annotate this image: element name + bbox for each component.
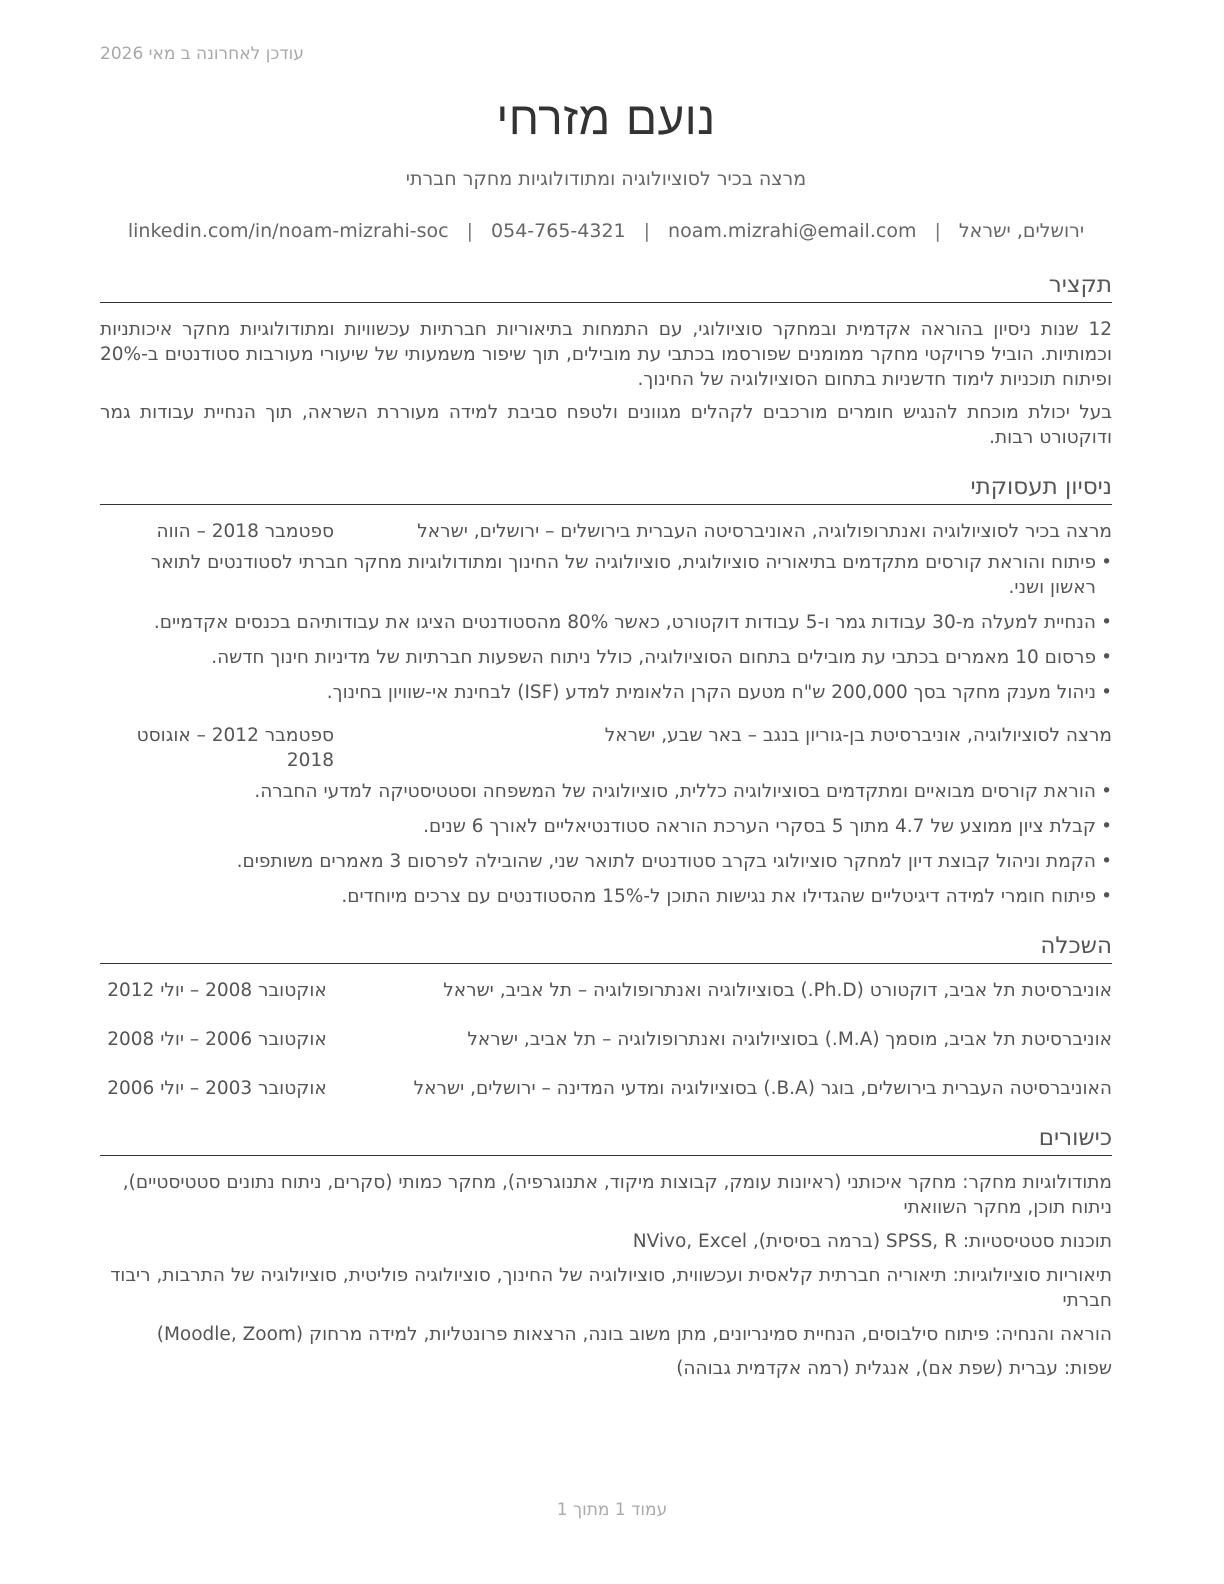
person-name: נועם מזרחי (496, 91, 716, 145)
contact-email[interactable]: noam.mizrahi@email.com (668, 220, 917, 242)
job-dates: ספטמבר 2012 – אוגוסט 2018 (136, 725, 334, 771)
section-heading-education: השכלה (100, 931, 1112, 964)
job-dates: ספטמבר 2018 – הווה (156, 521, 334, 542)
job-title: מרצה לסוציולוגיה, אוניברסיטת בן-גוריון בנגב – באר שבע, ישראל (604, 725, 1112, 746)
resume-content (100, 88, 1112, 1390)
education-dates: אוקטובר 2006 – יולי 2008 (107, 1029, 327, 1050)
contact-linkedin[interactable]: linkedin.com/in/noam-mizrahi-soc (127, 220, 449, 242)
job-bullets (100, 779, 1112, 909)
job-header (100, 723, 1112, 773)
education-degree: אוניברסיטת תל אביב, מוסמך (M.A.) בסוציולוגיה ואנתרופולוגיה – תל אביב, ישראל (467, 1029, 1112, 1050)
job-bullet: • פיתוח והוראת קורסים מתקדמים בתיאוריה סוציולוגית, סוציולוגיה של החינוך ומתודולוגיות מחקר חברתי לסטודנטים לתואר ראשון ושני. (100, 550, 1112, 600)
job-title: מרצה בכיר לסוציולוגיה ואנתרופולוגיה, האוניברסיטה העברית בירושלים – ירושלים, ישראל (417, 521, 1112, 542)
skill-line: תוכנות סטטיסטיות: SPSS, R (ברמה בסיסית), NVivo, Excel (632, 1231, 1112, 1252)
summary-paragraph: 12 שנות ניסיון בהוראה אקדמית ובמחקר סוציולוגי, עם התמחות בתיאוריות חברתיות עכשוויות ומתודולוגיות מחקר איכותניות וכמותיות. הוביל פרויקטי מחקר ממומנים שפורסמו בכתבי עת מובילים, תוך שיפור משמעותי של שיעורי מעורבות סטודנטים ב-20% ופיתוח תוכניות לימוד חדשניות בתחום הסוציולוגיה של החינוך. (100, 319, 1112, 390)
section-heading-skills: כישורים (100, 1123, 1112, 1156)
education-degree: האוניברסיטה העברית בירושלים, בוגר (B.A.) בסוציולוגיה ומדעי המדינה – ירושלים, ישראל (413, 1078, 1112, 1099)
education-degree: אוניברסיטת תל אביב, דוקטורט (Ph.D.) בסוציולוגיה ואנתרופולוגיה – תל אביב, ישראל (443, 980, 1112, 1001)
contact-separator: | (934, 220, 941, 242)
skill-line: מתודולוגיות מחקר: מחקר איכותני (ראיונות עומק, קבוצות מיקוד, אתנוגרפיה), מחקר כמותי (סקרים, ניתוח נתונים סטטיסטיים), ניתוח תוכן, מחקר השוואתי (122, 1172, 1112, 1218)
skill-line: הוראה והנחיה: פיתוח סילבוסים, הנחיית סמינריונים, מתן משוב בונה, הרצאות פרונטליות, למידה מרחוק (Moodle, Zoom) (156, 1324, 1112, 1345)
contact-location: ירושלים, ישראל (958, 220, 1085, 242)
contact-line (100, 220, 1112, 242)
professional-title: מרצה בכיר לסוציולוגיה ומתודולוגיות מחקר חברתי (405, 168, 807, 190)
job-bullet: • הוראת קורסים מבואיים ומתקדמים בסוציולוגיה כללית, סוציולוגיה של המשפחה וסטטיסטיקה למדעי החברה. (100, 779, 1112, 804)
job-bullet: • פיתוח חומרי למידה דיגיטליים שהגדילו את נגישות התוכן ל-15% מהסטודנטים עם צרכים מיוחדים. (100, 884, 1112, 909)
contact-separator: | (643, 220, 651, 242)
contact-phone[interactable]: 054-765-4321 (491, 220, 626, 242)
job-bullet: • קבלת ציון ממוצע של 4.7 מתוך 5 בסקרי הערכת הוראה סטודנטיאליים לאורך 6 שנים. (100, 814, 1112, 839)
section-heading-summary: תקציר (100, 270, 1112, 303)
job-bullet: • ניהול מענק מחקר בסך 200,000 ש"ח מטעם הקרן הלאומית למדע (ISF) לבחינת אי-שוויון בחינוך. (100, 680, 1112, 705)
summary-paragraph: בעל יכולת מוכחת להנגיש חומרים מורכבים לקהלים מגוונים ולטפח סביבת למידה מעוררת השראה, תוך הנחיית עבודות גמר ודוקטורט רבות. (100, 402, 1112, 448)
education-entry (100, 978, 1112, 1003)
section-heading-experience: ניסיון תעסוקתי (100, 472, 1112, 505)
job-bullets (100, 550, 1112, 705)
job-bullet: • פרסום 10 מאמרים בכתבי עת מובילים בתחום הסוציולוגיה, כולל ניתוח השפעות חברתיות של מדיניות חינוך חדשה. (100, 645, 1112, 670)
job-header (100, 519, 1112, 544)
job-bullet: • הנחיית למעלה מ-30 עבודות גמר ו-5 עבודות דוקטורט, כאשר 80% מהסטודנטים הציגו את עבודותיהם בכנסים אקדמיים. (100, 610, 1112, 635)
contact-separator: | (466, 220, 474, 242)
education-dates: אוקטובר 2003 – יולי 2006 (107, 1078, 327, 1099)
education-entry (100, 1076, 1112, 1101)
last-updated: עודכן לאחרונה ב מאי 2026 (100, 44, 304, 64)
skill-line: תיאוריות סוציולוגיות: תיאוריה חברתית קלאסית ועכשווית, סוציולוגיה של החינוך, סוציולוגיה פוליטית, סוציולוגיה של התרבות, ריבוד חברתי (110, 1265, 1112, 1311)
job-entry (100, 519, 1112, 705)
job-entry (100, 723, 1112, 909)
education-entry (100, 1027, 1112, 1052)
education-dates: אוקטובר 2008 – יולי 2012 (107, 980, 327, 1001)
job-bullet: • הקמת וניהול קבוצת דיון למחקר סוציולוגי בקרב סטודנטים לתואר שני, שהובילה לפרסום 3 מאמרים משותפים. (100, 849, 1112, 874)
page-number: עמוד 1 מתוך 1 (556, 1500, 668, 1520)
skill-line: שפות: עברית (שפת אם), אנגלית (רמה אקדמית גבוהה) (676, 1358, 1112, 1379)
